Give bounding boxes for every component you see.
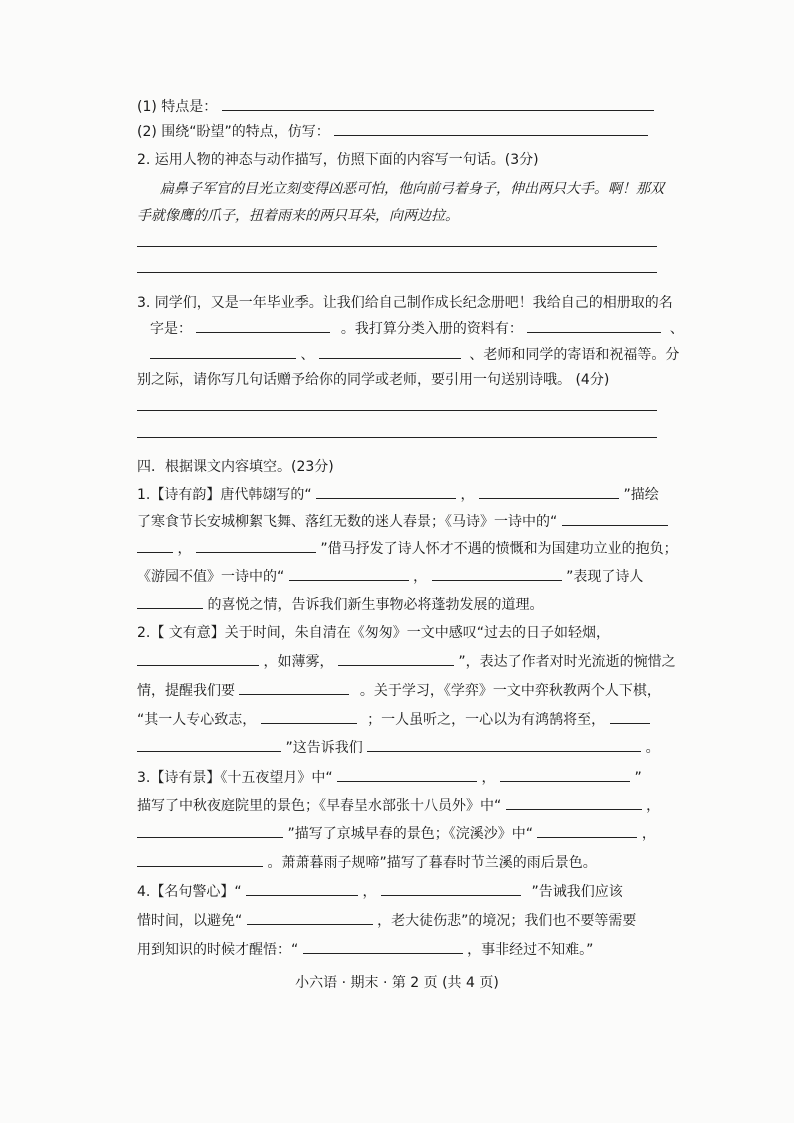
answer-blank[interactable]	[261, 709, 357, 724]
q2-prompt: 2. 运用人物的神态与动作描写，仿照下面的内容写一句话。(3分)	[137, 152, 539, 168]
s4q1-text: 的喜悦之情，告诉我们新生事物必将蓬勃发展的道理。	[207, 597, 544, 613]
s4q1-text: ，	[460, 487, 475, 503]
page-footer: 小六语 · 期末 · 第 2 页 (共 4 页)	[295, 975, 499, 991]
s4q1-text: 1.【诗有韵】唐代韩翃写的“	[137, 487, 312, 503]
s4q4-text: ”告诫我们应该	[531, 884, 623, 900]
s4q4-text: 用到知识的时候才醒悟：“	[137, 942, 299, 958]
s4q1-text: ”借马抒发了诗人怀才不遇的愤慨和为国建功立业的抱负；	[320, 541, 678, 557]
s4q2-text: ”，表达了作者对时光流逝的惋惜之	[458, 654, 676, 670]
q3-line2	[150, 318, 684, 339]
q3-label: 字是：	[150, 321, 192, 337]
s4q4-text: ，老大徒伤悲”的境况；我们也不要等需要	[377, 913, 637, 929]
answer-blank[interactable]	[506, 795, 642, 810]
s4q3-text: 3.【诗有景】《十五夜望月》中“	[137, 770, 333, 786]
answer-line[interactable]	[137, 410, 657, 411]
s4q3-text: ，	[646, 798, 661, 814]
s4q3-text: ”描写了京城早春的景色；《浣溪沙》中“	[287, 826, 533, 842]
s4q3-text: ，	[481, 770, 496, 786]
answer-blank[interactable]	[479, 484, 619, 499]
s4q4-line1	[137, 881, 623, 902]
material-blank[interactable]	[527, 318, 661, 333]
s4q1-text: ”表现了诗人	[566, 569, 644, 585]
answer-blank[interactable]	[432, 566, 562, 581]
s4q2-text: ；一人虽听之，一心以为有鸿鹄将至，	[367, 712, 606, 728]
s4q1-text: 《游园不值》一诗中的“	[137, 569, 285, 585]
answer-blank[interactable]	[537, 823, 637, 838]
s4q1-text: ，	[177, 541, 192, 557]
answer-blank[interactable]	[222, 96, 654, 111]
s4q2-text: 。关于学习，《学弈》一文中弈秋教两个人下棋，	[359, 683, 661, 699]
answer-blank[interactable]	[196, 538, 316, 553]
answer-blank[interactable]	[316, 484, 456, 499]
s4q1-line5	[137, 594, 543, 615]
s4q3-line1	[137, 767, 642, 788]
answer-line[interactable]	[137, 272, 657, 273]
s4q1-line1	[137, 484, 659, 505]
answer-blank[interactable]	[338, 651, 454, 666]
answer-blank[interactable]	[137, 651, 259, 666]
answer-blank[interactable]	[137, 737, 281, 752]
answer-blank[interactable]	[137, 823, 283, 838]
q3-line3	[150, 344, 679, 365]
s4q4-text: 4.【名句警心】“	[137, 884, 242, 900]
s4q4-text: ，	[362, 884, 377, 900]
answer-blank[interactable]	[610, 709, 650, 724]
answer-line[interactable]	[137, 437, 657, 438]
s4q2-line4	[137, 709, 650, 730]
s4q3-text: 。萧萧暮雨子规啼”描写了暮春时节兰溪的雨后景色。	[267, 855, 597, 871]
s4q4-line3	[137, 939, 593, 960]
answer-blank[interactable]	[239, 680, 349, 695]
section-4-title: 四．根据课文内容填空。(23分)	[137, 459, 334, 475]
s4q2-text: ，如薄雾，	[263, 654, 334, 670]
s4q4-text: ，事非经过不知难。”	[467, 942, 594, 958]
s4q2-text: 情，提醒我们要	[137, 683, 235, 699]
s4q2-text: ”这告诉我们	[285, 740, 363, 756]
s4q2-line2	[137, 651, 676, 672]
s4q3-line4	[137, 852, 597, 873]
s4q2-line5	[137, 737, 660, 758]
answer-blank[interactable]	[367, 737, 641, 752]
q1-2-line	[137, 121, 648, 142]
s4q2-line3	[137, 680, 661, 701]
answer-blank[interactable]	[246, 881, 358, 896]
s4q4-text: 惜时间，以避免“	[137, 913, 243, 929]
album-name-blank[interactable]	[196, 318, 330, 333]
answer-blank[interactable]	[247, 910, 373, 925]
s4q1-line3	[137, 538, 678, 559]
s4q3-text: ，	[641, 826, 656, 842]
s4q4-line2	[137, 910, 636, 931]
s4q1-line4	[137, 566, 643, 587]
answer-blank[interactable]	[500, 767, 630, 782]
q1-1-label: (1) 特点是：	[137, 99, 218, 115]
q3-text: 、	[669, 321, 684, 337]
s4q2-text: 。	[645, 740, 660, 756]
answer-blank[interactable]	[137, 852, 263, 867]
s4q1-line2	[137, 511, 668, 532]
answer-blank[interactable]	[334, 121, 648, 136]
answer-line[interactable]	[137, 246, 657, 247]
answer-blank[interactable]	[381, 881, 521, 896]
material-blank[interactable]	[150, 344, 296, 359]
q2-example-line2: 手就像鹰的爪子，扭着雨来的两只耳朵，向两边拉。	[137, 208, 459, 224]
answer-blank[interactable]	[137, 594, 203, 609]
q3-text: 、老师和同学的寄语和祝福等。分	[469, 347, 680, 363]
q3-line1: 3. 同学们，又是一年毕业季。让我们给自己制作成长纪念册吧！我给自己的相册取的名	[137, 295, 673, 311]
material-blank[interactable]	[319, 344, 461, 359]
q3-text: 、	[300, 347, 315, 363]
q1-1-line	[137, 96, 654, 117]
s4q3-line2	[137, 795, 660, 816]
s4q1-text: ，	[413, 569, 428, 585]
s4q1-text: 了寒食节长安城柳絮飞舞、落红无数的迷人春景；《马诗》一诗中的“	[137, 514, 558, 530]
answer-blank[interactable]	[137, 538, 173, 553]
answer-blank[interactable]	[337, 767, 477, 782]
q1-2-label: (2) 围绕“盼望”的特点，仿写：	[137, 124, 330, 140]
s4q2-line1: 2.【 文有意】关于时间，朱自清在《匆匆》一文中感叹“过去的日子如轻烟，	[137, 625, 611, 641]
s4q3-text: ”	[634, 770, 642, 786]
q3-text: 。我打算分类入册的资料有：	[340, 321, 523, 337]
q3-line4: 别之际，请你写几句话赠予给你的同学或老师，要引用一句送别诗哦。 (4分)	[137, 372, 610, 388]
s4q3-line3	[137, 823, 656, 844]
s4q3-text: 描写了中秋夜庭院里的景色；《早春呈水部张十八员外》中“	[137, 798, 502, 814]
answer-blank[interactable]	[289, 566, 409, 581]
q2-example-line1: 扁鼻子军官的目光立刻变得凶恶可怕，他向前弓着身子，伸出两只大手。啊！那双	[160, 181, 664, 197]
answer-blank[interactable]	[303, 939, 463, 954]
s4q2-text: “其一人专心致志，	[137, 712, 257, 728]
s4q1-text: ”描绘	[623, 487, 659, 503]
answer-blank[interactable]	[562, 511, 668, 526]
